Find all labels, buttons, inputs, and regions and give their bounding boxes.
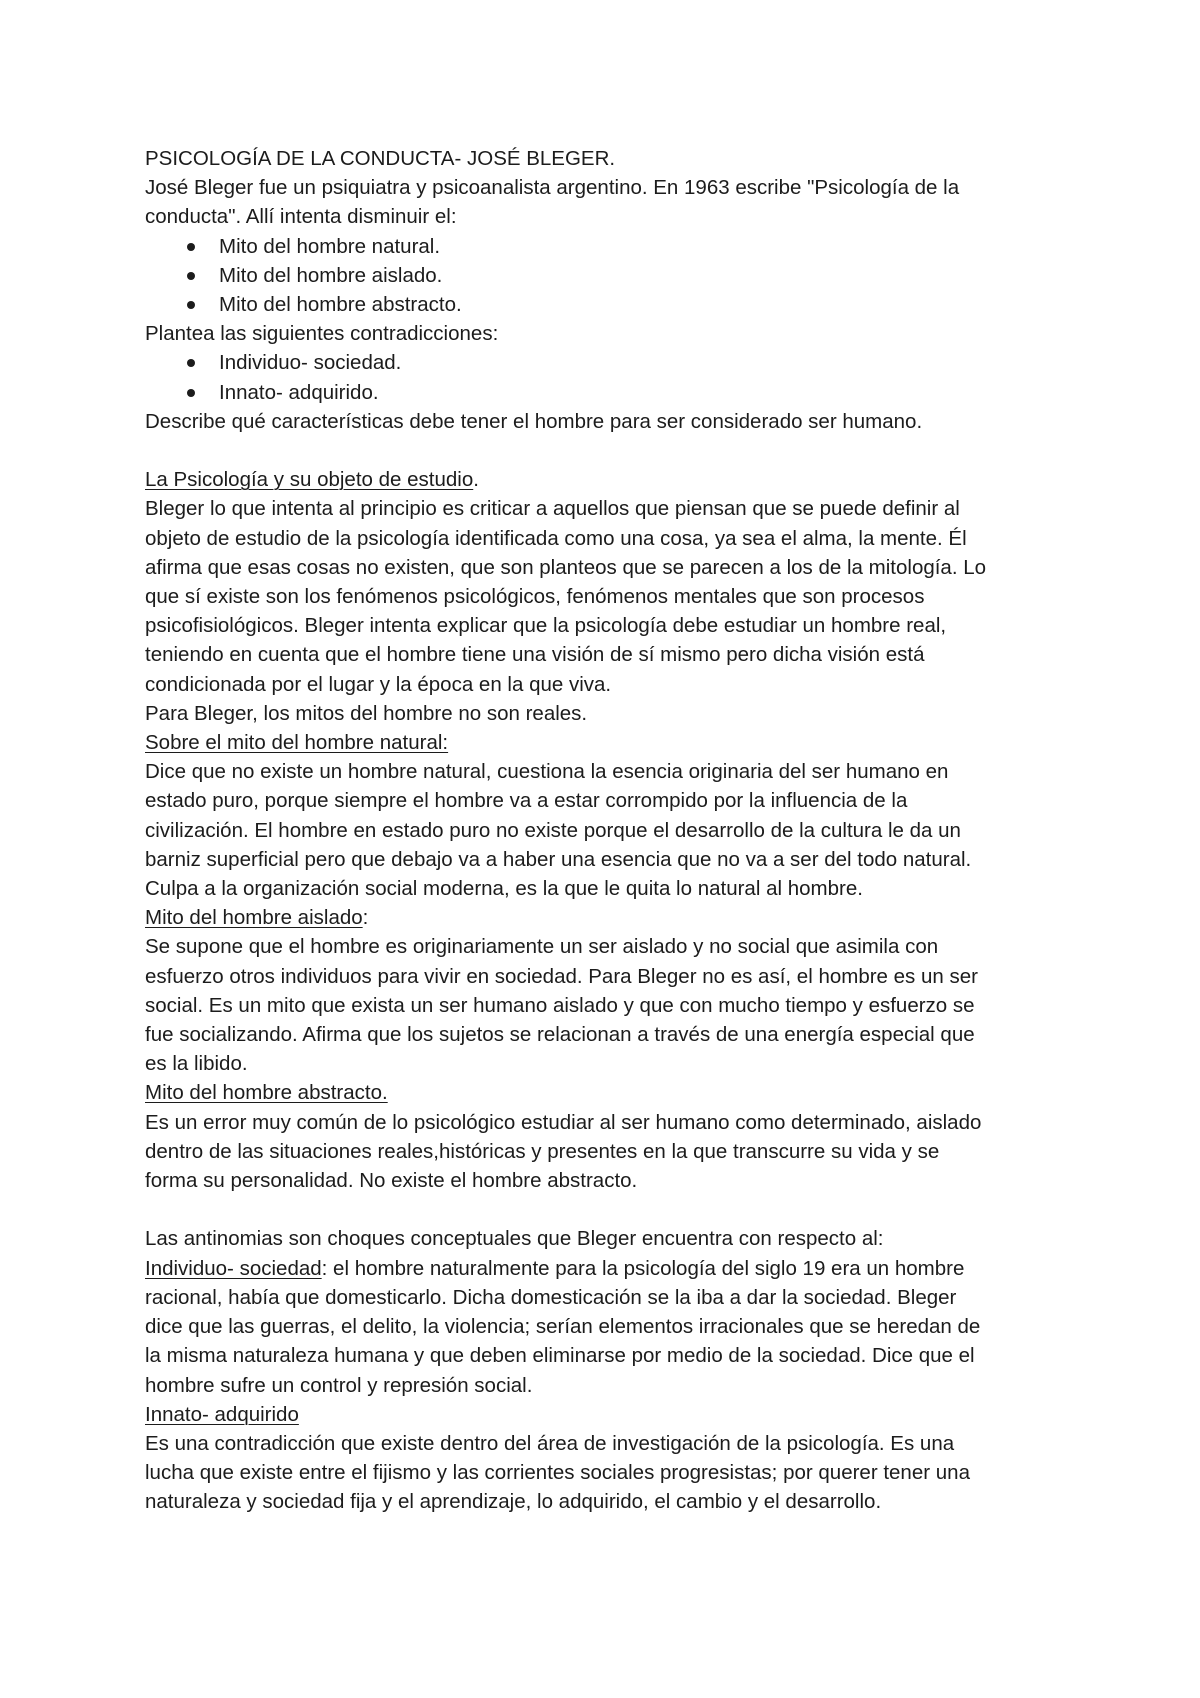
- paragraph-line: estado puro, porque siempre el hombre va a estar corrompido por la influencia de la: [145, 789, 908, 813]
- heading-suffix: .: [473, 468, 479, 492]
- bullet-icon: [187, 272, 195, 280]
- heading-text: Sobre el mito del hombre natural:: [145, 731, 449, 755]
- paragraph-line: Culpa a la organización social moderna, es la que le quita lo natural al hombre.: [145, 877, 863, 901]
- heading-text: Mito del hombre abstracto.: [145, 1081, 388, 1105]
- bullet-icon: [187, 301, 195, 309]
- document-title: PSICOLOGÍA DE LA CONDUCTA- JOSÉ BLEGER.: [145, 147, 616, 170]
- heading-text: Individuo- sociedad: [145, 1256, 322, 1280]
- list-item: [145, 348, 1075, 377]
- heading-text: Mito del hombre aislado: [145, 906, 363, 930]
- paragraph-line: condicionada por el lugar y la época en la que viva.: [145, 672, 612, 696]
- paragraph-line: es la libido.: [145, 1052, 248, 1076]
- antinomies-intro: Las antinomias son choques conceptuales que Bleger encuentra con respecto al:: [145, 1227, 884, 1251]
- list-item-text: Mito del hombre natural.: [219, 234, 441, 258]
- paragraph-line: dentro de las situaciones reales,históricas y presentes en la que transcurre su vida y se: [145, 1139, 940, 1163]
- section-heading-object: [145, 465, 1075, 494]
- paragraph-line: esfuerzo otros individuos para vivir en sociedad. Para Bleger no es así, el hombre es un ser: [145, 964, 978, 988]
- paragraph-line: barniz superficial pero que debajo va a haber una esencia que no va a ser del todo natural.: [145, 847, 972, 871]
- paragraph-line: social. Es un mito que exista un ser humano aislado y que con mucho tiempo y esfuerzo se: [145, 993, 975, 1017]
- list-item: [145, 261, 1075, 290]
- heading-rest-text: : el hombre naturalmente para la psicología del siglo 19 era un hombre: [321, 1256, 965, 1280]
- list-item-text: Mito del hombre abstracto.: [219, 293, 462, 317]
- paragraph-line: Bleger lo que intenta al principio es criticar a aquellos que piensan que se puede definir al: [145, 497, 960, 521]
- list-item: [145, 290, 1075, 319]
- paragraph-line: lucha que existe entre el fijismo y las corrientes sociales progresistas; por querer tener una: [145, 1461, 970, 1485]
- paragraph-line: que sí existe son los fenómenos psicológicos, fenómenos mentales que son procesos: [145, 585, 925, 609]
- list-item: [145, 232, 1075, 261]
- heading-suffix: :: [362, 906, 369, 930]
- section-heading-isolated: [145, 903, 1075, 932]
- paragraph-line: Es un error muy común de lo psicológico estudiar al ser humano como determinado, aislado: [145, 1110, 982, 1134]
- contradictions-intro: Plantea las siguientes contradicciones:: [145, 322, 499, 346]
- bullet-icon: [187, 359, 195, 367]
- contradictions-list: [145, 348, 1075, 406]
- list-item-text: Innato- adquirido.: [219, 380, 379, 404]
- describe-line: Describe qué características debe tener el hombre para ser considerado ser humano.: [145, 409, 923, 433]
- list-item-text: Mito del hombre aislado.: [219, 263, 443, 287]
- intro-line-1: José Bleger fue un psiquiatra y psicoanalista argentino. En 1963 escribe "Psicología de la: [145, 176, 960, 200]
- paragraph-line: racional, había que domesticarlo. Dicha domesticación se la iba a dar la sociedad. Bleger: [145, 1285, 957, 1309]
- paragraph-line: afirma que esas cosas no existen, que son planteos que se parecen a los de la mitología. Lo: [145, 555, 987, 579]
- paragraph-line: dice que las guerras, el delito, la violencia; serían elementos irracionales que se heredan de: [145, 1315, 981, 1339]
- paragraph-line: civilización. El hombre en estado puro no existe porque el desarrollo de la cultura le da un: [145, 818, 961, 842]
- blank-line: [145, 436, 1075, 465]
- paragraph-line: Dice que no existe un hombre natural, cuestiona la esencia originaria del ser humano en: [145, 760, 949, 784]
- paragraph-line: fue socializando. Afirma que los sujetos se relacionan a través de una energía especial que: [145, 1023, 975, 1047]
- section-heading-natural: [145, 728, 1075, 757]
- paragraph-line: teniendo en cuenta que el hombre tiene una visión de sí mismo pero dicha visión está: [145, 643, 925, 667]
- heading-text: Innato- adquirido: [145, 1402, 299, 1426]
- bullet-icon: [187, 243, 195, 251]
- paragraph-line: objeto de estudio de la psicología identificada como una cosa, ya sea el alma, la mente. Él: [145, 526, 967, 550]
- list-item: [145, 378, 1075, 407]
- list-item-text: Individuo- sociedad.: [219, 351, 402, 375]
- document-page: [145, 144, 1075, 1517]
- bullet-icon: [187, 389, 195, 397]
- paragraph-line: psicofisiológicos. Bleger intenta explicar que la psicología debe estudiar un hombre real,: [145, 614, 947, 638]
- paragraph-line: la misma naturaleza humana y que deben eliminarse por medio de la sociedad. Dice que el: [145, 1344, 975, 1368]
- paragraph-line: naturaleza y sociedad fija y el aprendizaje, lo adquirido, el cambio y el desarrollo.: [145, 1490, 882, 1514]
- paragraph-line: Es una contradicción que existe dentro del área de investigación de la psicología. Es una: [145, 1431, 955, 1455]
- paragraph-line: forma su personalidad. No existe el hombre abstracto.: [145, 1169, 638, 1193]
- paragraph-line: Se supone que el hombre es originariamente un ser aislado y no social que asimila con: [145, 935, 939, 959]
- section-heading-abstract: [145, 1078, 1075, 1107]
- paragraph-line: Para Bleger, los mitos del hombre no son reales.: [145, 701, 588, 725]
- intro-line-2: conducta". Allí intenta disminuir el:: [145, 205, 457, 229]
- blank-line: [145, 1195, 1075, 1224]
- myths-list: [145, 232, 1075, 320]
- paragraph-line: hombre sufre un control y represión social.: [145, 1373, 533, 1397]
- section-heading-individual: [145, 1254, 1075, 1283]
- section-heading-innate: [145, 1400, 1075, 1429]
- heading-text: La Psicología y su objeto de estudio: [145, 468, 474, 492]
